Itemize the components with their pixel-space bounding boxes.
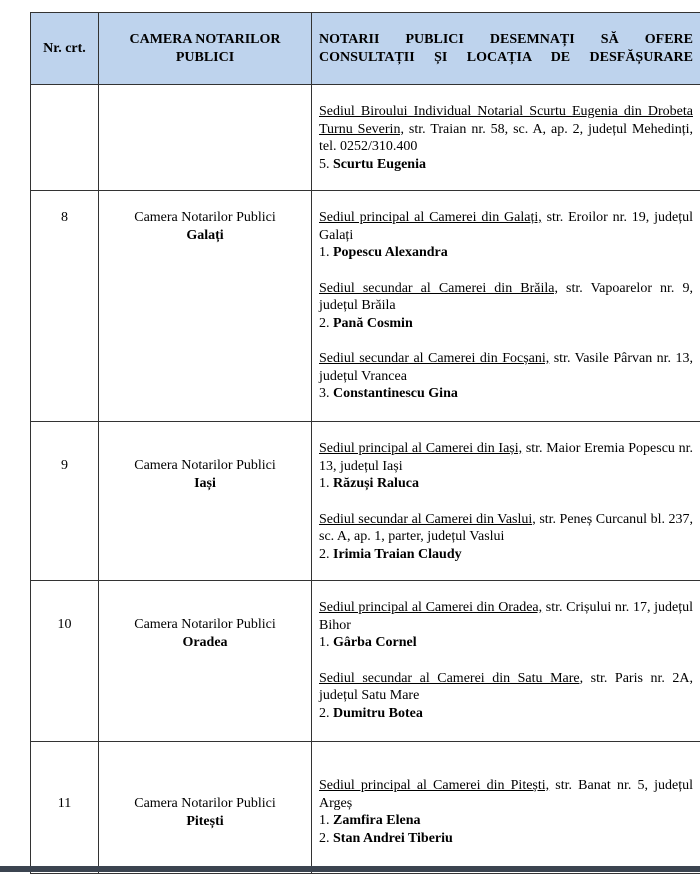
notary-index: 2. (319, 547, 330, 562)
camera-prefix: Camera Notarilor Publici (99, 457, 311, 475)
notary-line (319, 705, 693, 723)
notary-name: Popescu Alexandra (333, 245, 448, 260)
camera-name (99, 742, 311, 830)
camera-cell (99, 422, 312, 581)
header-notari: NOTARII PUBLICI DESEMNAȚI SĂ OFERE CONSULTAȚII ȘI LOCAȚIA DE DESFĂȘURARE (312, 13, 700, 85)
notary-index: 2. (319, 831, 330, 846)
sediu-block (319, 777, 693, 847)
sediu-name: Sediul principal al Camerei din Pitești, (319, 778, 549, 793)
sediu-block (319, 440, 693, 493)
row-number: 11 (31, 742, 98, 813)
bottom-bar (0, 866, 700, 872)
sediu-block (319, 209, 693, 262)
camera-cell (99, 742, 312, 874)
notary-line (319, 156, 693, 174)
details-cell (312, 422, 700, 581)
camera-cell (99, 191, 312, 422)
row-number-cell (31, 581, 99, 742)
header-camera: CAMERA NOTARILOR PUBLICI (99, 13, 312, 85)
sediu-street: str. Vasile Pârvan nr. 13, județul Vrancea (319, 351, 693, 384)
details-cell (312, 581, 700, 742)
notary-index: 1. (319, 635, 330, 650)
camera-prefix: Camera Notarilor Publici (99, 209, 311, 227)
details (319, 85, 693, 173)
camera-prefix: Camera Notarilor Publici (99, 616, 311, 634)
details (319, 581, 693, 722)
sediu-name: Sediul principal al Camerei din Galați, (319, 210, 542, 225)
camera-city: Pitești (99, 813, 311, 831)
notary-name: Scurtu Eugenia (333, 157, 426, 172)
notary-index: 2. (319, 706, 330, 721)
camera-cell (99, 581, 312, 742)
notary-name: Gârba Cornel (333, 635, 417, 650)
notary-line (319, 244, 693, 262)
camera-city: Oradea (99, 634, 311, 652)
sediu-name: Sediul secundar al Camerei din Vaslui, (319, 512, 536, 527)
sediu-address (319, 670, 693, 705)
notary-line (319, 830, 693, 848)
notary-line (319, 546, 693, 564)
details (319, 422, 693, 563)
camera-prefix: Camera Notarilor Publici (99, 795, 311, 813)
notary-name: Zamfira Elena (333, 813, 421, 828)
sediu-block (319, 103, 693, 173)
camera-city: Galați (99, 227, 311, 245)
row-number-cell (31, 422, 99, 581)
sediu-block (319, 599, 693, 652)
sediu-address (319, 440, 693, 475)
details (319, 191, 693, 403)
sediu-street: str. Peneș Curcanul bl. 237, sc. A, ap. 1, parter, județul Vaslui (319, 512, 693, 545)
sediu-address (319, 777, 693, 812)
sediu-block (319, 670, 693, 723)
sediu-name: Sediul principal al Camerei din Oradea, (319, 600, 542, 615)
camera-city: Iași (99, 475, 311, 493)
table-header-row (31, 13, 700, 85)
sediu-address (319, 350, 693, 385)
notary-name: Răzuși Raluca (333, 476, 419, 491)
details-cell (312, 742, 700, 874)
table-row (31, 581, 700, 742)
sediu-street: str. Traian nr. 58, sc. A, ap. 2, județul Mehedinți, tel. 0252/310.400 (319, 122, 693, 155)
notary-index: 3. (319, 386, 330, 401)
notary-name: Stan Andrei Tiberiu (333, 831, 453, 846)
table-row (31, 191, 700, 422)
sediu-block (319, 511, 693, 564)
row-number-cell (31, 742, 99, 874)
camera-cell (99, 85, 312, 191)
header-nr: Nr. crt. (31, 13, 99, 85)
sediu-block (319, 280, 693, 333)
notary-line (319, 475, 693, 493)
notary-index: 2. (319, 316, 330, 331)
details (319, 742, 693, 847)
sediu-street: str. Banat nr. 5, județul Argeș (319, 778, 693, 811)
sediu-address (319, 209, 693, 244)
notary-index: 1. (319, 476, 330, 491)
sediu-street: str. Maior Eremia Popescu nr. 13, județul Iași (319, 441, 693, 474)
row-number-cell (31, 85, 99, 191)
sediu-name: Sediul secundar al Camerei din Focșani, (319, 351, 549, 366)
notary-line (319, 385, 693, 403)
sediu-block (319, 350, 693, 403)
camera-name (99, 191, 311, 244)
sediu-address (319, 103, 693, 156)
sediu-address (319, 280, 693, 315)
table-row (31, 422, 700, 581)
notary-table (30, 12, 700, 874)
sediu-street: str. Vapoarelor nr. 9, județul Brăila (319, 281, 693, 314)
row-number: 9 (31, 422, 98, 475)
notary-line (319, 315, 693, 333)
row-number: 10 (31, 581, 98, 634)
sediu-name: Sediul secundar al Camerei din Satu Mare, (319, 671, 583, 686)
sediu-street: str. Eroilor nr. 19, județul Galați (319, 210, 693, 243)
camera-name (99, 581, 311, 651)
notary-name: Constantinescu Gina (333, 386, 458, 401)
sediu-address (319, 599, 693, 634)
notary-name: Irimia Traian Claudy (333, 547, 462, 562)
details-cell (312, 85, 700, 191)
sediu-name: Sediul Biroului Individual Notarial Scurtu Eugenia din Drobeta Turnu Severin, (319, 104, 693, 137)
sediu-street: str. Paris nr. 2A, județul Satu Mare (319, 671, 693, 704)
notary-line (319, 812, 693, 830)
sediu-name: Sediul principal al Camerei din Iași, (319, 441, 522, 456)
notary-index: 1. (319, 245, 330, 260)
notary-line (319, 634, 693, 652)
camera-name (99, 422, 311, 492)
notary-name: Dumitru Botea (333, 706, 423, 721)
row-number-cell (31, 191, 99, 422)
notary-name: Pană Cosmin (333, 316, 413, 331)
details-cell (312, 191, 700, 422)
notary-index: 5. (319, 157, 330, 172)
sediu-name: Sediul secundar al Camerei din Brăila, (319, 281, 558, 296)
row-number: 8 (31, 191, 98, 227)
table-row (31, 85, 700, 191)
notary-index: 1. (319, 813, 330, 828)
table-row (31, 742, 700, 874)
sediu-street: str. Crișului nr. 17, județul Bihor (319, 600, 693, 633)
sediu-address (319, 511, 693, 546)
